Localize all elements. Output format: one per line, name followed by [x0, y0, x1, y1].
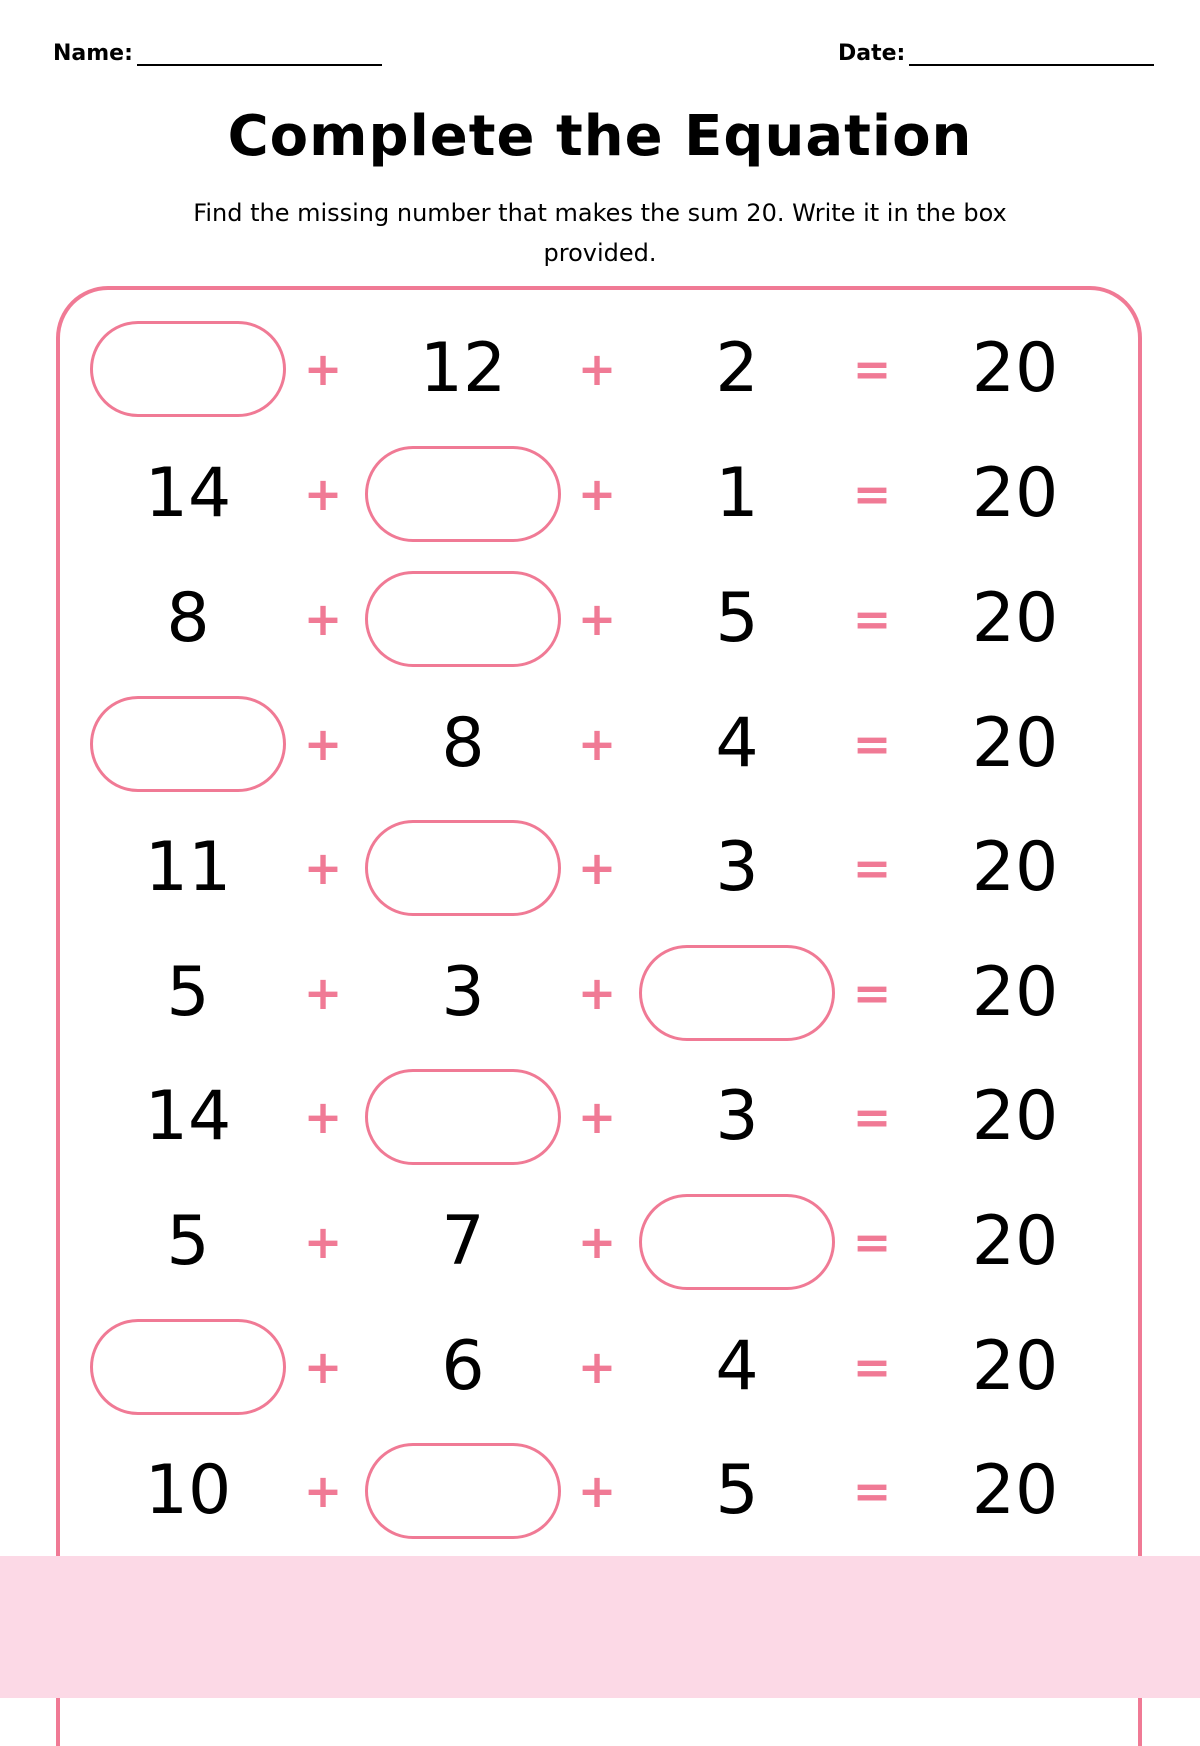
addend-cell [637, 1438, 837, 1543]
answer-cell [88, 691, 288, 796]
plus-sign: + [577, 1463, 617, 1518]
date-label: Date: [838, 41, 906, 66]
plus-sign: + [577, 1214, 617, 1269]
addend-number: 10 [144, 1451, 232, 1530]
plus-sign: + [303, 1214, 343, 1269]
answer-cell [363, 815, 563, 920]
addend-number: 5 [715, 1451, 759, 1530]
addend-number: 14 [144, 1077, 232, 1156]
plus-sign: + [303, 1339, 343, 1394]
addend-cell [88, 940, 288, 1045]
addend-cell [637, 1314, 837, 1419]
equals-sign: = [852, 466, 892, 521]
addend-number: 5 [166, 953, 210, 1032]
plus-sign: + [303, 466, 343, 521]
sum-number: 20 [971, 579, 1059, 658]
equals-sign: = [852, 1214, 892, 1269]
sum-cell [915, 316, 1115, 421]
equals-sign: = [852, 716, 892, 771]
equals-sign: = [852, 341, 892, 396]
sum-number: 20 [971, 454, 1059, 533]
answer-cell [637, 940, 837, 1045]
addend-number: 12 [419, 329, 507, 408]
answer-box[interactable] [365, 446, 561, 542]
equation-row [0, 1438, 1200, 1543]
addend-cell [363, 1189, 563, 1294]
equation-row [0, 1189, 1200, 1294]
answer-box[interactable] [90, 696, 286, 792]
name-field[interactable] [53, 38, 382, 66]
answer-box[interactable] [639, 1194, 835, 1290]
addend-cell [637, 1064, 837, 1169]
addend-number: 11 [144, 828, 232, 907]
addend-cell [88, 441, 288, 546]
plus-sign: + [303, 1463, 343, 1518]
addend-number: 6 [441, 1327, 485, 1406]
addend-cell [88, 815, 288, 920]
answer-box[interactable] [365, 820, 561, 916]
sum-cell [915, 441, 1115, 546]
plus-sign: + [303, 341, 343, 396]
equation-row [0, 1314, 1200, 1419]
equals-sign: = [852, 1339, 892, 1394]
plus-sign: + [303, 716, 343, 771]
equals-sign: = [852, 1089, 892, 1144]
answer-box[interactable] [365, 1069, 561, 1165]
equation-row [0, 815, 1200, 920]
addend-number: 14 [144, 454, 232, 533]
sum-cell [915, 940, 1115, 1045]
addend-cell [637, 316, 837, 421]
sum-number: 20 [971, 329, 1059, 408]
addend-number: 4 [715, 1327, 759, 1406]
equation-row [0, 441, 1200, 546]
answer-cell [363, 1438, 563, 1543]
date-field[interactable] [838, 38, 1154, 66]
addend-number: 7 [441, 1202, 485, 1281]
equals-sign: = [852, 591, 892, 646]
footer-band [0, 1556, 1200, 1698]
equals-sign: = [852, 1463, 892, 1518]
name-line[interactable] [137, 38, 382, 66]
addend-number: 3 [715, 1077, 759, 1156]
addend-number: 4 [715, 704, 759, 783]
plus-sign: + [303, 965, 343, 1020]
sum-number: 20 [971, 1077, 1059, 1156]
addend-cell [363, 691, 563, 796]
answer-cell [363, 441, 563, 546]
sum-cell [915, 815, 1115, 920]
answer-cell [88, 316, 288, 421]
answer-box[interactable] [639, 945, 835, 1041]
name-label: Name: [53, 41, 133, 66]
addend-cell [637, 691, 837, 796]
sum-cell [915, 566, 1115, 671]
page-title: Complete the Equation [227, 104, 973, 169]
answer-box[interactable] [365, 571, 561, 667]
addend-cell [637, 815, 837, 920]
instructions: Find the missing number that makes the sum 20. Write it in the box provided. [193, 199, 1007, 267]
plus-sign: + [577, 965, 617, 1020]
equals-sign: = [852, 965, 892, 1020]
addend-cell [363, 1314, 563, 1419]
sum-number: 20 [971, 953, 1059, 1032]
answer-cell [637, 1189, 837, 1294]
equation-row [0, 1064, 1200, 1169]
sum-cell [915, 1438, 1115, 1543]
equation-row [0, 566, 1200, 671]
equation-row [0, 691, 1200, 796]
plus-sign: + [577, 341, 617, 396]
plus-sign: + [303, 1089, 343, 1144]
answer-box[interactable] [90, 321, 286, 417]
addend-cell [363, 316, 563, 421]
plus-sign: + [577, 716, 617, 771]
addend-cell [88, 1438, 288, 1543]
sum-cell [915, 691, 1115, 796]
answer-cell [88, 1314, 288, 1419]
plus-sign: + [577, 1089, 617, 1144]
addend-number: 2 [715, 329, 759, 408]
addend-cell [637, 441, 837, 546]
addend-number: 3 [441, 953, 485, 1032]
addend-number: 5 [715, 579, 759, 658]
sum-number: 20 [971, 704, 1059, 783]
sum-cell [915, 1314, 1115, 1419]
sum-number: 20 [971, 1327, 1059, 1406]
equation-row [0, 940, 1200, 1045]
answer-box[interactable] [90, 1319, 286, 1415]
plus-sign: + [303, 591, 343, 646]
addend-number: 5 [166, 1202, 210, 1281]
plus-sign: + [577, 1339, 617, 1394]
sum-number: 20 [971, 1202, 1059, 1281]
addend-number: 3 [715, 828, 759, 907]
addend-number: 8 [441, 704, 485, 783]
addend-number: 1 [715, 454, 759, 533]
addend-cell [88, 566, 288, 671]
addend-cell [363, 940, 563, 1045]
addend-number: 8 [166, 579, 210, 658]
sum-number: 20 [971, 828, 1059, 907]
equation-row [0, 316, 1200, 421]
sum-cell [915, 1189, 1115, 1294]
sum-number: 20 [971, 1451, 1059, 1530]
addend-cell [637, 566, 837, 671]
date-line[interactable] [909, 38, 1154, 66]
answer-cell [363, 566, 563, 671]
plus-sign: + [303, 840, 343, 895]
addend-cell [88, 1189, 288, 1294]
answer-box[interactable] [365, 1443, 561, 1539]
answer-cell [363, 1064, 563, 1169]
equals-sign: = [852, 840, 892, 895]
plus-sign: + [577, 466, 617, 521]
addend-cell [88, 1064, 288, 1169]
plus-sign: + [577, 840, 617, 895]
plus-sign: + [577, 591, 617, 646]
sum-cell [915, 1064, 1115, 1169]
